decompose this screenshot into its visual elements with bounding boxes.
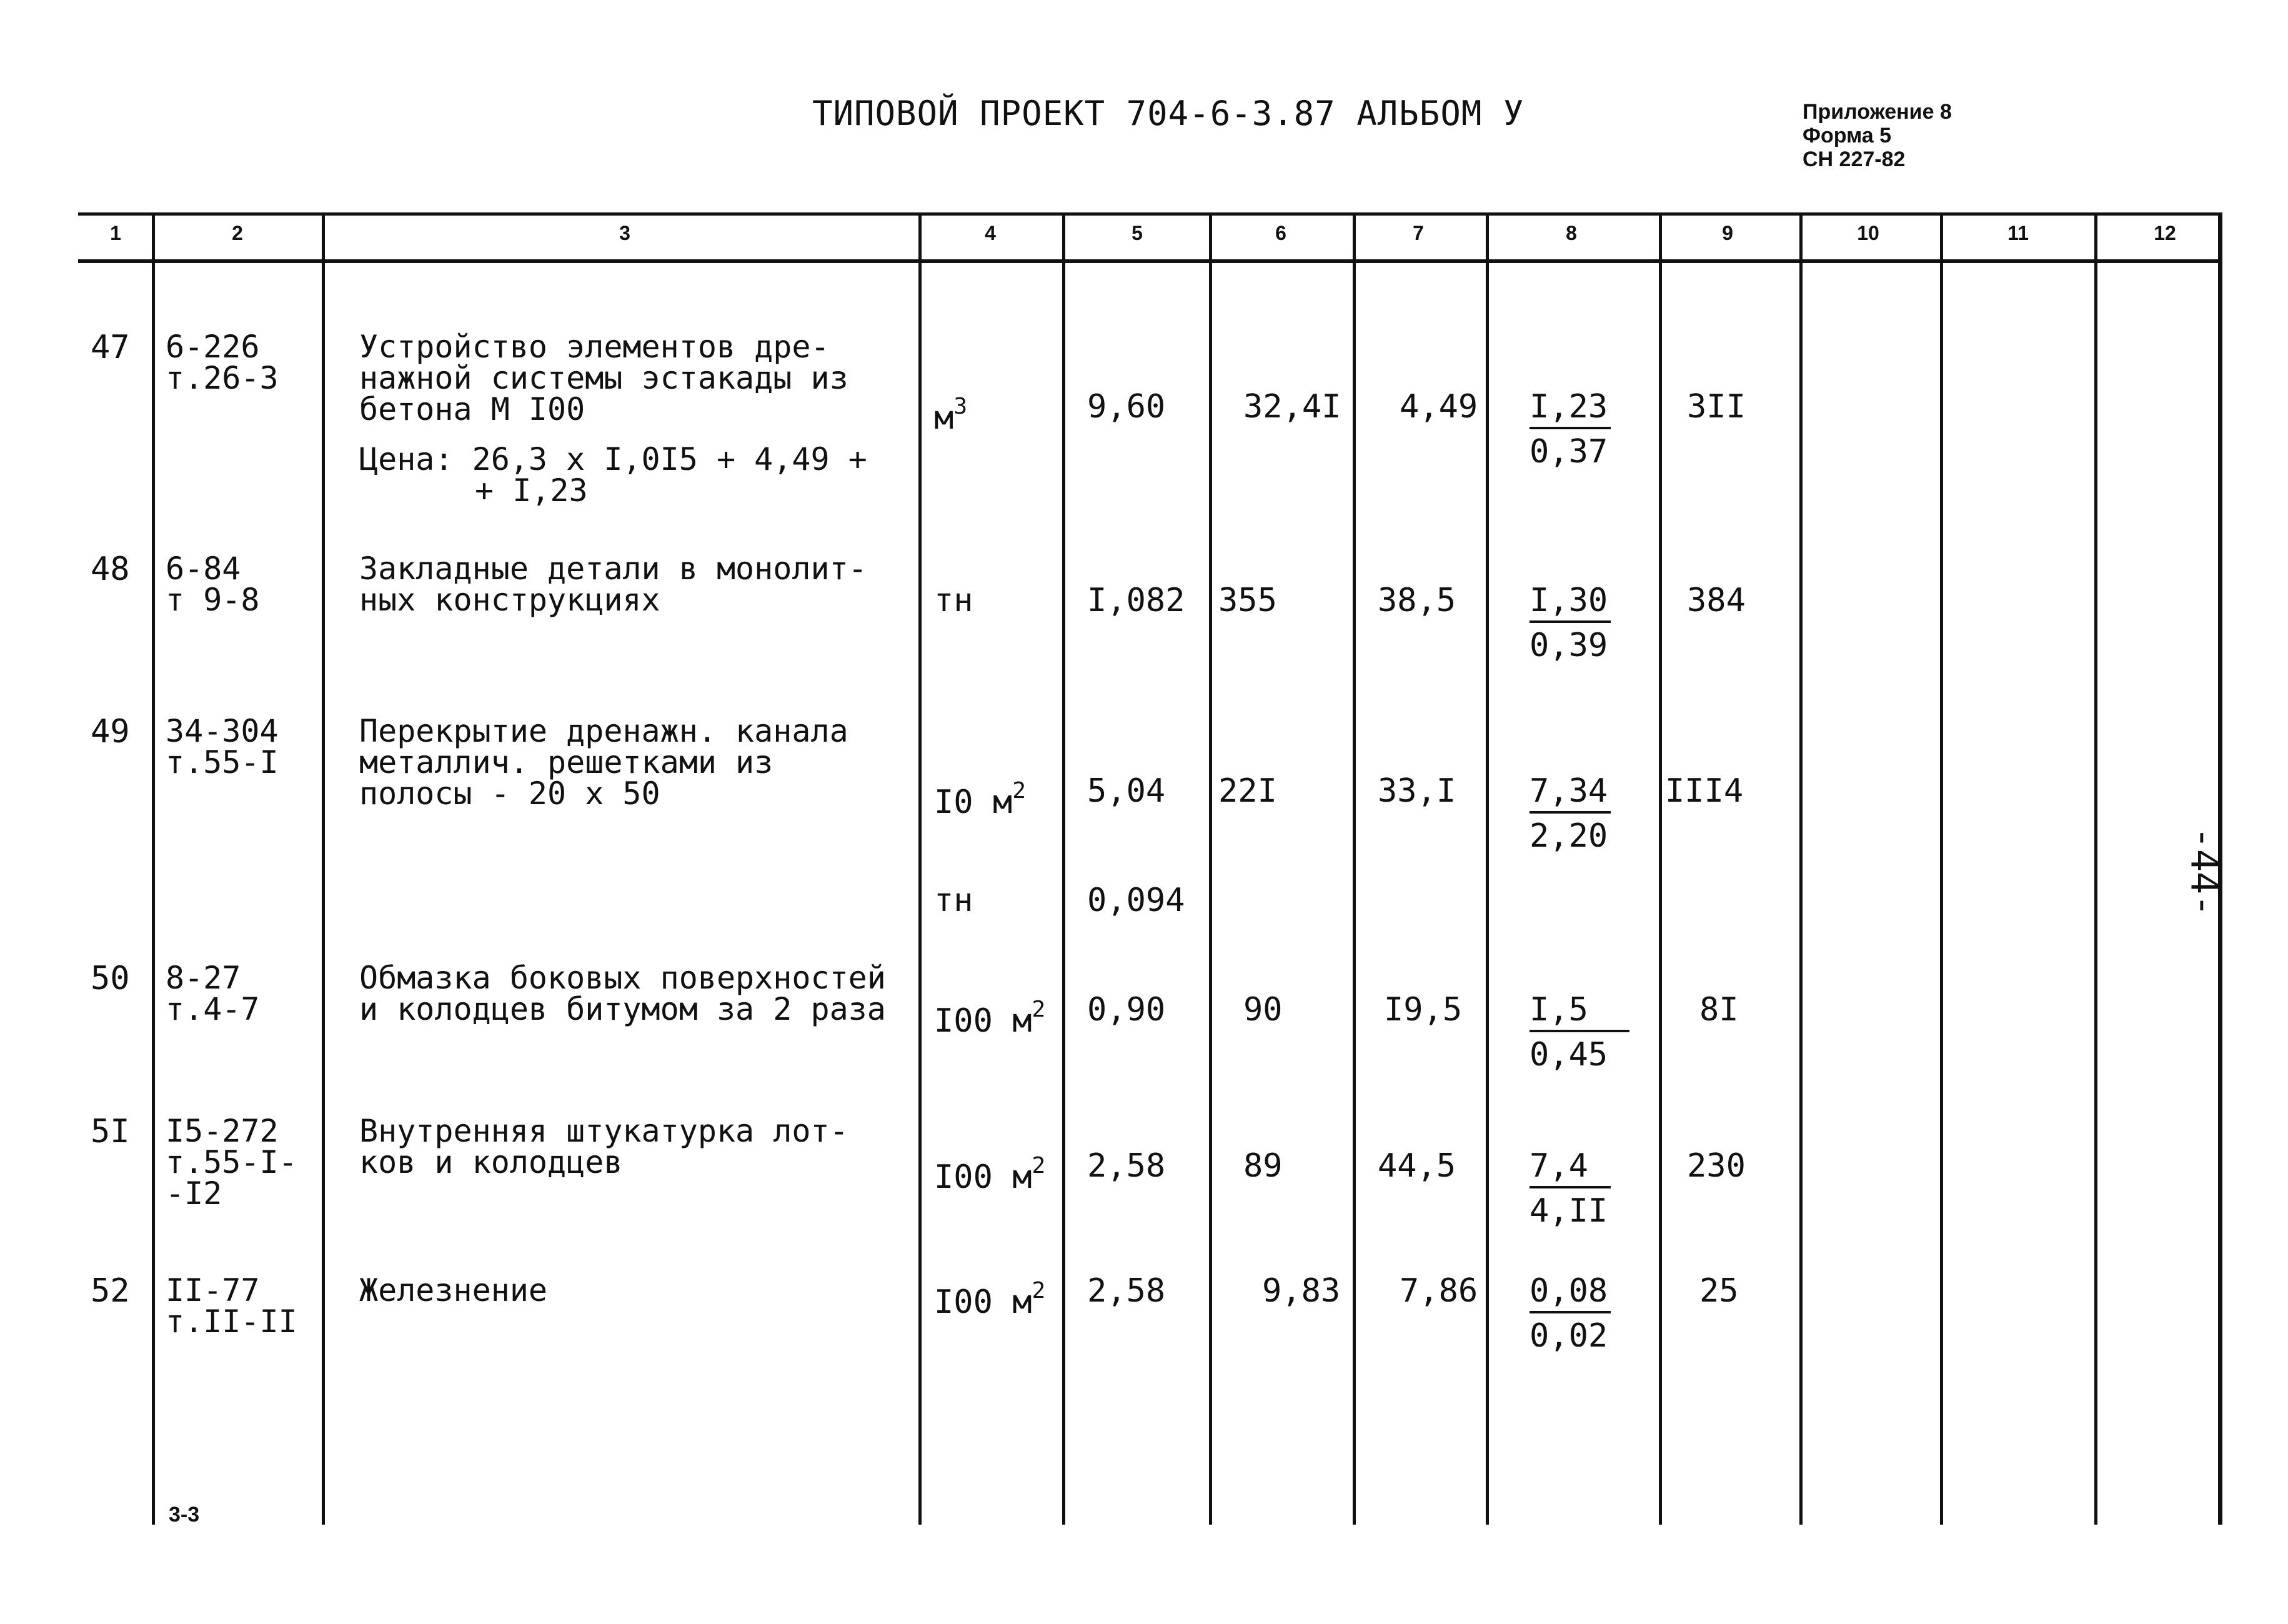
appendix-note-line-1: Приложение 8 <box>1803 100 1952 124</box>
col-num-5: 5 <box>1132 222 1143 244</box>
machine-cost-fraction <box>1529 991 1629 1074</box>
rate-code-line: I5-272 <box>166 1113 279 1149</box>
col-num-11: 11 <box>2007 222 2029 244</box>
description-line: нажной системы эстакады из <box>359 360 848 396</box>
row-number: 49 <box>91 713 130 750</box>
total-cost: III4 <box>1665 772 1744 810</box>
work-description <box>359 331 848 425</box>
fraction-numerator: I,30 <box>1529 584 1611 623</box>
rate-code <box>166 962 260 1025</box>
row-number: 47 <box>91 329 130 366</box>
unit-text: I0 м <box>934 784 1013 821</box>
fraction-numerator: I,5 <box>1529 994 1629 1032</box>
total-cost: 384 <box>1687 582 1746 619</box>
row-number: 50 <box>91 960 130 997</box>
wages-cost: 44,5 <box>1378 1147 1456 1185</box>
rate-code-line: -I2 <box>166 1175 222 1212</box>
unit-cost: 90 <box>1243 991 1283 1029</box>
unit-text: м <box>934 399 954 437</box>
fraction-denominator: 0,02 <box>1529 1317 1608 1355</box>
unit <box>934 584 973 617</box>
rate-code-line: т 9-8 <box>166 582 260 618</box>
fraction-denominator: 0,45 <box>1529 1036 1608 1074</box>
col-num-4: 4 <box>985 222 996 244</box>
price-note <box>359 441 867 509</box>
quantity: 2,58 <box>1087 1147 1166 1185</box>
col-divider <box>1940 212 1943 1525</box>
col-divider <box>918 212 922 1525</box>
unit-text: тн <box>934 582 973 619</box>
description-line: Внутренняя штукатурка лот- <box>359 1113 848 1149</box>
description-line: Обмазка боковых поверхностей <box>359 960 886 996</box>
quantity: 2,58 <box>1087 1272 1166 1310</box>
col-divider <box>1486 212 1489 1525</box>
description-line: полосы - 20 х 50 <box>359 775 660 812</box>
price-note-line: + I,23 <box>475 472 588 509</box>
col-num-12: 12 <box>2154 222 2176 244</box>
unit-superscript: 3 <box>953 394 967 419</box>
row-number: 52 <box>91 1272 130 1310</box>
extra-quantity: 0,094 <box>1087 882 1185 919</box>
unit-superscript: 2 <box>1032 997 1046 1022</box>
appendix-note-line-3: СН 227-82 <box>1803 147 1906 171</box>
wages-cost: 4,49 <box>1400 388 1478 426</box>
quantity: 0,90 <box>1087 991 1166 1029</box>
wages-cost: 7,86 <box>1400 1272 1478 1310</box>
rate-code <box>166 715 279 778</box>
quantity: I,082 <box>1087 582 1185 619</box>
total-cost: 8I <box>1699 991 1739 1029</box>
rate-code-line: т.4-7 <box>166 991 260 1027</box>
rate-code <box>166 331 279 394</box>
unit-cost: 9,83 <box>1262 1272 1341 1310</box>
rate-code-line: 6-84 <box>166 550 241 587</box>
machine-cost-fraction <box>1529 1272 1611 1355</box>
extra-unit: тн <box>934 882 973 919</box>
fraction-numerator: I,23 <box>1529 391 1611 429</box>
col-divider <box>1353 212 1356 1525</box>
col-num-8: 8 <box>1566 222 1577 244</box>
wages-cost: 33,I <box>1378 772 1456 810</box>
rate-code-line: т.II-II <box>166 1303 297 1340</box>
work-description <box>359 1272 548 1308</box>
description-line: Перекрытие дренажн. канала <box>359 713 848 749</box>
unit-text: I00 м <box>934 1283 1032 1321</box>
quantity: 9,60 <box>1087 388 1166 426</box>
fraction-denominator: 0,37 <box>1529 433 1608 471</box>
col-num-7: 7 <box>1413 222 1424 244</box>
row-number: 5I <box>91 1113 130 1150</box>
col-num-6: 6 <box>1275 222 1286 244</box>
unit-superscript: 2 <box>1032 1153 1046 1178</box>
work-description <box>359 550 867 618</box>
unit <box>934 775 1026 819</box>
work-description <box>359 1115 848 1178</box>
unit <box>934 994 1046 1040</box>
description-line: бетона М I00 <box>359 391 585 427</box>
description-line: металлич. решетками из <box>359 744 773 780</box>
rate-code <box>166 1113 297 1212</box>
col-num-10: 10 <box>1857 222 1879 244</box>
unit-cost: 32,4I <box>1243 388 1341 426</box>
rate-code-line: т.55-I- <box>166 1144 297 1180</box>
page-number-mark: -44- <box>2182 826 2226 917</box>
machine-cost-fraction <box>1529 584 1611 662</box>
fraction-denominator: 0,39 <box>1529 627 1608 664</box>
fraction-denominator: 2,20 <box>1529 817 1608 855</box>
description-line: Устройство элементов дре- <box>359 329 830 365</box>
total-cost: 25 <box>1699 1272 1739 1310</box>
rate-code-line: II-77 <box>166 1272 260 1308</box>
rate-code-line: 8-27 <box>166 960 241 996</box>
rate-code-line: т.55-I <box>166 744 279 780</box>
col-divider <box>1659 212 1662 1525</box>
machine-cost-fraction <box>1529 772 1611 855</box>
sheet-footer-code: 3-3 <box>169 1503 200 1527</box>
unit-cost: 22I <box>1218 772 1277 810</box>
unit-cost: 89 <box>1243 1147 1283 1185</box>
unit-superscript: 2 <box>1012 778 1026 804</box>
unit <box>934 391 967 437</box>
unit <box>934 1275 1046 1321</box>
unit-superscript: 2 <box>1032 1278 1046 1303</box>
description-line: и колодцев битумом за 2 раза <box>359 991 886 1027</box>
work-description <box>359 713 848 812</box>
quantity: 5,04 <box>1087 772 1166 810</box>
fraction-numerator: 7,34 <box>1529 775 1611 814</box>
table-top-rule <box>78 212 2221 216</box>
price-note-line: Цена: 26,3 х I,0I5 + 4,49 + <box>359 441 867 477</box>
col-num-3: 3 <box>619 222 630 244</box>
col-divider <box>1062 212 1065 1525</box>
header-bottom-rule <box>78 259 2221 263</box>
rate-code-line: 6-226 <box>166 329 260 365</box>
rate-code-line: 34-304 <box>166 713 279 749</box>
description-line: ных конструкциях <box>359 582 660 618</box>
description-line: Закладные детали в монолит- <box>359 550 867 587</box>
appendix-note-line-2: Форма 5 <box>1803 124 1892 147</box>
wages-cost: I9,5 <box>1384 991 1463 1029</box>
col-divider <box>322 212 325 1525</box>
col-divider <box>1209 212 1212 1525</box>
rate-code <box>166 550 260 618</box>
unit-text: I00 м <box>934 1158 1032 1196</box>
fraction-numerator: 7,4 <box>1529 1150 1611 1188</box>
col-divider <box>2094 212 2097 1525</box>
col-divider <box>152 212 155 1525</box>
wages-cost: 38,5 <box>1378 582 1456 619</box>
unit-text: I00 м <box>934 1002 1032 1040</box>
col-divider <box>1799 212 1803 1525</box>
appendix-note <box>1803 100 1952 171</box>
fraction-numerator: 0,08 <box>1529 1275 1611 1313</box>
fraction-denominator: 4,II <box>1529 1192 1608 1230</box>
total-cost: 3II <box>1687 388 1746 426</box>
machine-cost-fraction <box>1529 1147 1611 1230</box>
unit <box>934 1150 1046 1196</box>
col-num-9: 9 <box>1722 222 1733 244</box>
rate-code-line: т.26-3 <box>166 360 279 396</box>
work-description <box>359 962 886 1025</box>
row-number: 48 <box>91 550 130 588</box>
machine-cost-fraction <box>1529 388 1611 471</box>
col-num-1: 1 <box>110 222 121 244</box>
total-cost: 230 <box>1687 1147 1746 1185</box>
description-line: Железнение <box>359 1272 548 1308</box>
description-line: ков и колодцев <box>359 1144 623 1180</box>
col-num-2: 2 <box>232 222 243 244</box>
document-title: ТИПОВОЙ ПРОЕКТ 704-6-3.87 АЛЬБОМ У <box>812 94 1525 133</box>
rate-code <box>166 1272 297 1340</box>
unit-cost: 355 <box>1218 582 1277 619</box>
